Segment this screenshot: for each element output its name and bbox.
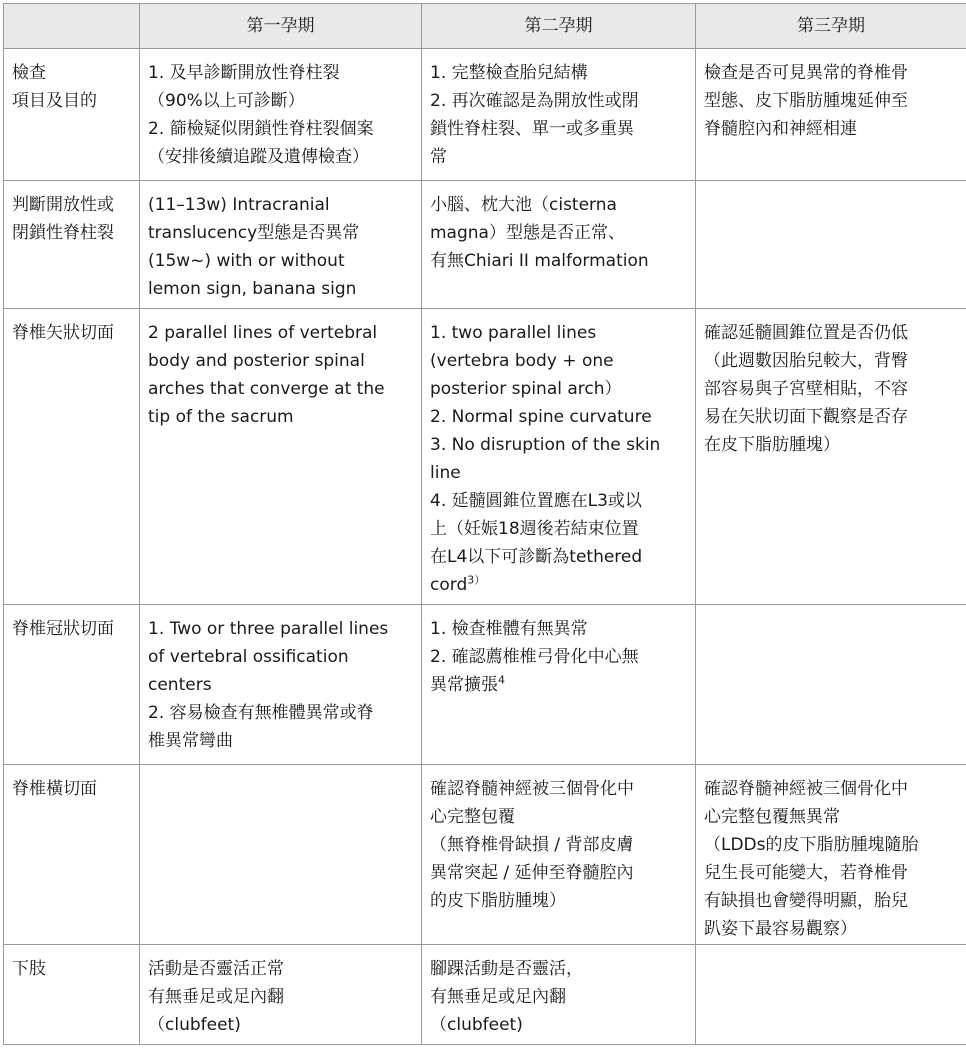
row-label-line: 脊椎矢狀切面: [12, 323, 114, 343]
table-row: [4, 605, 966, 765]
cell-line: 確認脊髓神經被三個骨化中: [704, 779, 908, 799]
cell-line: centers: [148, 675, 212, 695]
row-label-line: 項目及目的: [12, 91, 97, 111]
cell-line: 脊髓腔內和神經相連: [704, 119, 857, 139]
row-label-line: 脊椎冠狀切面: [12, 619, 114, 639]
cell-line: (vertebra body + one: [430, 351, 614, 371]
cell-line: 趴姿下最容易觀察）: [704, 919, 857, 939]
table-cell: [422, 181, 696, 309]
table-cell: [140, 945, 422, 1045]
table-cell: [140, 605, 422, 765]
row-label-line: 閉鎖性脊柱裂: [12, 223, 114, 243]
cell-line: 上（妊娠18週後若結束位置: [430, 519, 639, 539]
header-row: [4, 4, 966, 49]
table-row: [4, 765, 966, 945]
row-label-line: 脊椎橫切面: [12, 779, 97, 799]
column-header-third-trimester: 第三孕期: [696, 4, 966, 49]
table-row: [4, 49, 966, 181]
cell-line: lemon sign, banana sign: [148, 279, 357, 299]
cell-line: (15w~) with or without: [148, 251, 345, 271]
cell-line: 兒生長可能變大，若脊椎骨: [704, 863, 908, 883]
cell-line: 1. 及早診斷開放性脊柱裂: [148, 63, 340, 83]
cell-line: 4. 延髓圓錐位置應在L3或以: [430, 491, 642, 511]
cell-line-with-footnote: [430, 571, 688, 599]
table-cell-empty: [696, 605, 966, 765]
footnote-ref: 4: [498, 673, 505, 687]
screening-table: [3, 3, 966, 1045]
table-cell: [422, 765, 696, 945]
cell-line: （clubfeet): [148, 1015, 241, 1035]
table-cell: [422, 945, 696, 1045]
cell-line: 的皮下脂肪腫塊）: [430, 891, 566, 911]
cell-line: （無脊椎骨缺損 / 背部皮膚: [430, 835, 634, 855]
table-cell: [696, 49, 966, 181]
column-header-first-trimester: 第一孕期: [140, 4, 422, 49]
cell-line: 1. 檢查椎體有無異常: [430, 619, 588, 639]
cell-line: （90%以上可診斷）: [148, 91, 305, 111]
cell-line: 在皮下脂肪腫塊）: [704, 435, 840, 455]
row-label: [4, 765, 140, 945]
cell-line: 有無垂足或足內翻: [148, 987, 284, 1007]
cell-line: arches that converge at the: [148, 379, 385, 399]
cell-line: 腳踝活動是否靈活，: [430, 959, 583, 979]
row-label-line: 檢查: [12, 63, 46, 83]
row-label-line: 下肢: [12, 959, 46, 979]
row-label-line: 判斷開放性或: [12, 195, 114, 215]
table-row: [4, 945, 966, 1045]
table-cell: [140, 309, 422, 605]
cell-line: 常: [430, 147, 447, 167]
cell-line: （LDDs的皮下脂肪腫塊隨胎: [704, 835, 919, 855]
cell-line: 1. 完整檢查胎兒結構: [430, 63, 588, 83]
cell-line: 小腦、枕大池（cisterna: [430, 195, 617, 215]
cell-line-with-footnote: [430, 671, 688, 699]
cell-line: 部容易與子宮壁相貼，不容: [704, 379, 908, 399]
cell-line: translucency型態是否異常: [148, 223, 360, 243]
cell-line: 有無垂足或足內翻: [430, 987, 566, 1007]
row-label: [4, 945, 140, 1045]
table-row: [4, 181, 966, 309]
table-cell: [696, 765, 966, 945]
corner-header: [4, 4, 140, 49]
cell-line: 2. Normal spine curvature: [430, 407, 652, 427]
cell-line: 1. Two or three parallel lines: [148, 619, 389, 639]
cell-line: line: [430, 463, 461, 483]
column-header-second-trimester: 第二孕期: [422, 4, 696, 49]
cell-line: magna）型態是否正常、: [430, 223, 625, 243]
cell-line: 異常突起 / 延伸至脊髓腔內: [430, 863, 634, 883]
cell-line: （clubfeet): [430, 1015, 523, 1035]
cell-line: 2. 容易檢查有無椎體異常或脊: [148, 703, 374, 723]
table-cell-empty: [696, 945, 966, 1045]
cell-line: 1. two parallel lines: [430, 323, 597, 343]
cell-line: 有無Chiari II malformation: [430, 251, 649, 271]
table-cell: [140, 49, 422, 181]
cell-line: 3. No disruption of the skin: [430, 435, 661, 455]
cell-line: （此週數因胎兒較大，背臀: [704, 351, 908, 371]
cell-line: posterior spinal arch）: [430, 379, 622, 399]
cell-line: 2. 篩檢疑似閉鎖性脊柱裂個案: [148, 119, 374, 139]
cell-line: (11–13w) Intracranial: [148, 195, 330, 215]
cell-text: 異常擴張: [430, 675, 498, 695]
document-page: [3, 3, 966, 1048]
table-cell: [696, 309, 966, 605]
cell-line: 有缺損也會變得明顯，胎兒: [704, 891, 908, 911]
cell-line: 椎異常彎曲: [148, 731, 233, 751]
cell-line: 確認脊髓神經被三個骨化中: [430, 779, 634, 799]
table-cell: [422, 309, 696, 605]
table-cell: [140, 181, 422, 309]
cell-line: 2 parallel lines of vertebral: [148, 323, 378, 343]
cell-line: 確認延髓圓錐位置是否仍低: [704, 323, 908, 343]
cell-line: tip of the sacrum: [148, 407, 294, 427]
cell-line: 檢查是否可見異常的脊椎骨: [704, 63, 908, 83]
cell-line: body and posterior spinal: [148, 351, 365, 371]
table-cell: [422, 605, 696, 765]
cell-line: （安排後續追蹤及遺傳檢查）: [148, 147, 369, 167]
cell-line: 型態、皮下脂肪腫塊延伸至: [704, 91, 908, 111]
cell-text: cord: [430, 575, 468, 595]
cell-line: 活動是否靈活正常: [148, 959, 284, 979]
cell-line: 2. 再次確認是為開放性或閉: [430, 91, 639, 111]
table-row: [4, 309, 966, 605]
cell-line: 鎖性脊柱裂、單一或多重異: [430, 119, 634, 139]
table-cell: [422, 49, 696, 181]
cell-line: of vertebral ossification: [148, 647, 349, 667]
row-label: [4, 309, 140, 605]
cell-line: 心完整包覆: [430, 807, 515, 827]
cell-line: 易在矢狀切面下觀察是否存: [704, 407, 908, 427]
cell-line: 在L4以下可診斷為tethered: [430, 547, 643, 567]
cell-line: 2. 確認薦椎椎弓骨化中心無: [430, 647, 639, 667]
row-label: [4, 181, 140, 309]
row-label: [4, 49, 140, 181]
cell-line: 心完整包覆無異常: [704, 807, 840, 827]
table-cell-empty: [140, 765, 422, 945]
table-cell-empty: [696, 181, 966, 309]
row-label: [4, 605, 140, 765]
footnote-ref: 3）: [467, 573, 486, 587]
